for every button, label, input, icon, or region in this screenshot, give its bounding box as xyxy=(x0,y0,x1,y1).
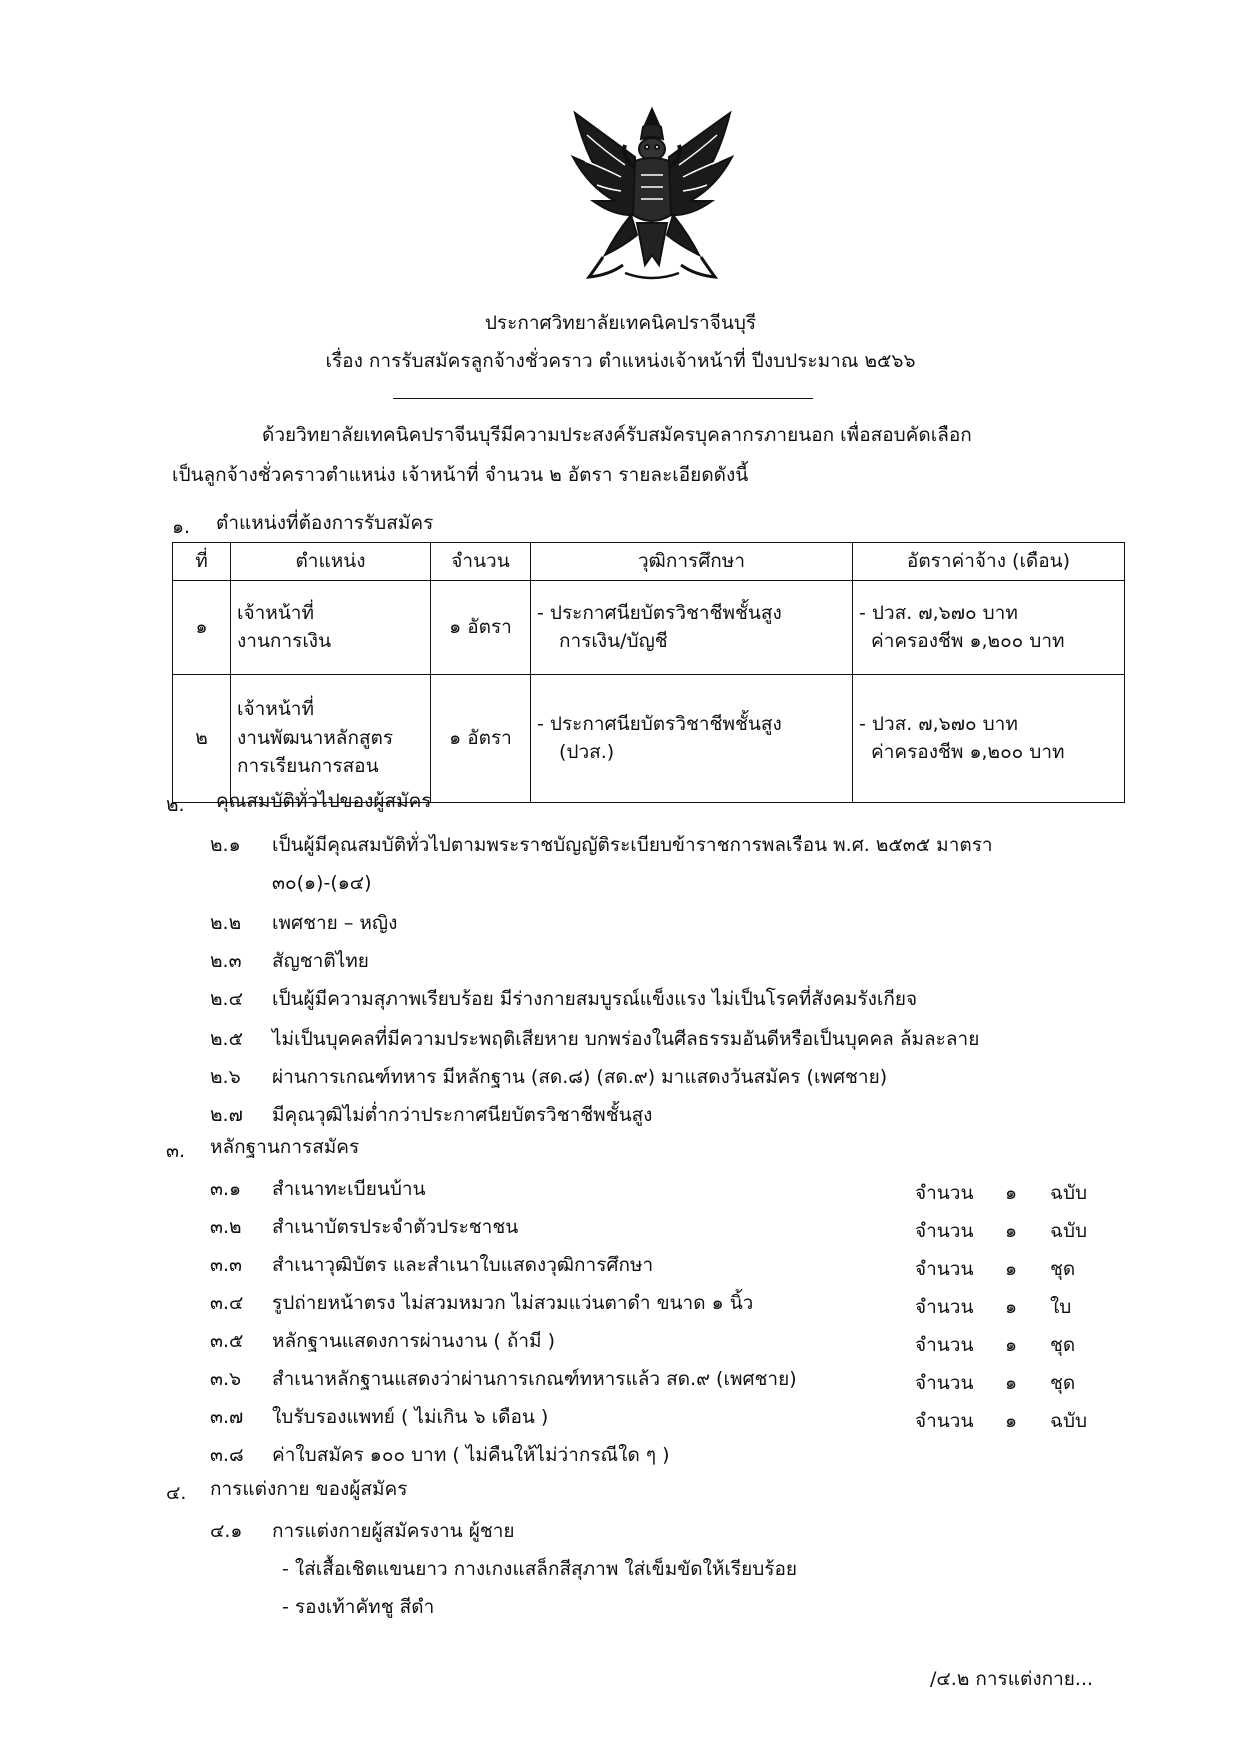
item-number: ๓.๕ xyxy=(210,1330,244,1352)
wage-line: - ปวส. ๗,๖๗๐ บาท xyxy=(859,601,1018,624)
row-qualification xyxy=(531,674,853,802)
qualification-item-continuation: ๓๐(๑)-(๑๔) xyxy=(272,872,372,894)
qty-unit: ชุด xyxy=(1050,1334,1076,1356)
qty-value: ๑ xyxy=(1005,1334,1018,1356)
qualification-item: ไม่เป็นบุคคลที่มีความประพฤติเสียหาย บกพร่องในศีลธรรมอันดีหรือเป็นบุคคล ล้มละลาย xyxy=(272,1028,980,1050)
row-position xyxy=(231,674,431,802)
row-count: ๑ อัตรา xyxy=(431,674,531,802)
qualification-item: เป็นผู้มีคุณสมบัติทั่วไปตามพระราชบัญญัติระเบียบข้าราชการพลเรือน พ.ศ. ๒๕๓๕ มาตรา xyxy=(272,834,993,856)
qty-label: จำนวน xyxy=(915,1410,974,1432)
qty-unit: ชุด xyxy=(1050,1372,1076,1394)
row-count: ๑ อัตรา xyxy=(431,580,531,674)
row-no: ๒ xyxy=(173,674,231,802)
qty-value: ๑ xyxy=(1005,1258,1018,1280)
wage-line: ค่าครองชีพ ๑,๒๐๐ บาท xyxy=(871,741,1065,763)
qty-value: ๑ xyxy=(1005,1182,1018,1204)
qty-label: จำนวน xyxy=(915,1220,974,1242)
announcement-title: ประกาศวิทยาลัยเทคนิคปราจีนบุรี xyxy=(484,312,757,334)
qualification-line: - ประกาศนียบัตรวิชาชีพชั้นสูง xyxy=(537,712,782,735)
item-number: ๓.๒ xyxy=(210,1216,242,1238)
section-4-number: ๔. xyxy=(166,1482,187,1504)
item-number: ๓.๘ xyxy=(210,1444,244,1466)
qty-label: จำนวน xyxy=(915,1258,974,1280)
dress-code-line: - รองเท้าคัทชู สีดำ xyxy=(282,1596,435,1618)
row-position xyxy=(231,580,431,674)
item-number: ๒.๗ xyxy=(210,1104,243,1126)
wage-line: ค่าครองชีพ ๑,๒๐๐ บาท xyxy=(871,630,1065,652)
item-number: ๓.๑ xyxy=(210,1178,242,1200)
qualification-item: เพศชาย – หญิง xyxy=(272,912,398,934)
qty-value: ๑ xyxy=(1005,1372,1018,1394)
item-number: ๒.๔ xyxy=(210,988,243,1010)
qualification-line: การเงิน/บัญชี xyxy=(559,630,668,652)
intro-line-1: ด้วยวิทยาลัยเทคนิคปราจีนบุรีมีความประสงค์รับสมัครบุคลากรภายนอก เพื่อสอบคัดเลือก xyxy=(262,424,972,446)
document-item: สำเนาทะเบียนบ้าน xyxy=(272,1178,426,1200)
qualification-line: - ประกาศนียบัตรวิชาชีพชั้นสูง xyxy=(537,601,782,624)
item-number: ๒.๒ xyxy=(210,912,242,934)
qty-value: ๑ xyxy=(1005,1220,1018,1242)
positions-table xyxy=(172,542,1125,803)
qty-unit: ฉบับ xyxy=(1050,1410,1088,1432)
document-item: สำเนาหลักฐานแสดงว่าผ่านการเกณฑ์ทหารแล้ว สด.๙ (เพศชาย) xyxy=(272,1368,797,1390)
qualification-item: สัญชาติไทย xyxy=(272,950,369,972)
item-number: ๒.๖ xyxy=(210,1066,241,1088)
position-line: งานการเงิน xyxy=(237,630,332,652)
item-number: ๓.๖ xyxy=(210,1368,242,1390)
item-number: ๓.๔ xyxy=(210,1292,244,1314)
page-continuation: /๔.๒ การแต่งกาย... xyxy=(930,1668,1094,1690)
header-no: ที่ xyxy=(173,543,231,581)
document-item: รูปถ่ายหน้าตรง ไม่สวมหมวก ไม่สวมแว่นตาดำ ขนาด ๑ นิ้ว xyxy=(272,1292,754,1314)
title-divider xyxy=(393,398,813,399)
position-line: การเรียนการสอน xyxy=(237,755,379,778)
item-number: ๒.๕ xyxy=(210,1028,243,1050)
item-number: ๓.๗ xyxy=(210,1406,244,1428)
item-number: ๓.๓ xyxy=(210,1254,243,1276)
dress-code-subheading: การแต่งกายผู้สมัครงาน ผู้ชาย xyxy=(272,1520,515,1542)
section-3-number: ๓. xyxy=(166,1140,186,1162)
qty-value: ๑ xyxy=(1005,1296,1018,1318)
qty-unit: ชุด xyxy=(1050,1258,1076,1280)
qty-unit: ฉบับ xyxy=(1050,1220,1088,1242)
qualification-line: (ปวส.) xyxy=(559,741,615,763)
document-item: หลักฐานแสดงการผ่านงาน ( ถ้ามี ) xyxy=(272,1330,556,1352)
qualification-item: มีคุณวุฒิไม่ต่ำกว่าประกาศนียบัตรวิชาชีพชั้นสูง xyxy=(272,1104,653,1126)
announcement-subject: เรื่อง การรับสมัครลูกจ้างชั่วคราว ตำแหน่งเจ้าหน้าที่ ปีงบประมาณ ๒๕๖๖ xyxy=(325,350,916,372)
table-row xyxy=(173,580,1125,674)
table-header-row xyxy=(173,543,1125,581)
qty-label: จำนวน xyxy=(915,1372,974,1394)
section-1-number: ๑. xyxy=(172,516,191,538)
qualification-item: ผ่านการเกณฑ์ทหาร มีหลักฐาน (สด.๘) (สด.๙) มาแสดงวันสมัคร (เพศชาย) xyxy=(272,1066,888,1088)
section-2-heading: คุณสมบัติทั่วไปของผู้สมัคร xyxy=(216,790,432,812)
qty-value: ๑ xyxy=(1005,1410,1018,1432)
qty-label: จำนวน xyxy=(915,1296,974,1318)
qty-label: จำนวน xyxy=(915,1334,974,1356)
qualification-item: เป็นผู้มีความสุภาพเรียบร้อย มีร่างกายสมบูรณ์แข็งแรง ไม่เป็นโรคที่สังคมรังเกียจ xyxy=(272,988,918,1010)
qty-unit: ฉบับ xyxy=(1050,1182,1088,1204)
qty-unit: ใบ xyxy=(1050,1296,1072,1318)
position-line: เจ้าหน้าที่ xyxy=(237,698,315,721)
position-line: เจ้าหน้าที่ xyxy=(237,601,315,624)
document-item: สำเนาบัตรประจำตัวประชาชน xyxy=(272,1216,519,1238)
row-qualification xyxy=(531,580,853,674)
dress-code-line: - ใส่เสื้อเชิตแขนยาว กางเกงแสล็กสีสุภาพ ใส่เข็มขัดให้เรียบร้อย xyxy=(282,1558,798,1580)
document-item: สำเนาวุฒิบัตร และสำเนาใบแสดงวุฒิการศึกษา xyxy=(272,1254,654,1276)
document-item: ค่าใบสมัคร ๑๐๐ บาท ( ไม่คืนให้ไม่ว่ากรณีใด ๆ ) xyxy=(272,1444,670,1466)
section-3-heading: หลักฐานการสมัคร xyxy=(210,1136,360,1158)
table-row xyxy=(173,674,1125,802)
row-no: ๑ xyxy=(173,580,231,674)
section-1-heading: ตำแหน่งที่ต้องการรับสมัคร xyxy=(216,512,434,534)
header-wage: อัตราค่าจ้าง (เดือน) xyxy=(853,543,1125,581)
section-4-heading: การแต่งกาย ของผู้สมัคร xyxy=(210,1478,408,1500)
intro-line-2: เป็นลูกจ้างชั่วคราวตำแหน่ง เจ้าหน้าที่ จำนวน ๒ อัตรา รายละเอียดดังนี้ xyxy=(172,464,749,486)
row-wage xyxy=(853,580,1125,674)
header-qualification: วุฒิการศึกษา xyxy=(531,543,853,581)
section-2-number: ๒. xyxy=(166,794,185,816)
row-wage xyxy=(853,674,1125,802)
header-position: ตำแหน่ง xyxy=(231,543,431,581)
item-number: ๔.๑ xyxy=(210,1520,243,1542)
header-count: จำนวน xyxy=(431,543,531,581)
garuda-emblem-icon xyxy=(565,105,740,285)
item-number: ๒.๑ xyxy=(210,834,241,856)
item-number: ๒.๓ xyxy=(210,950,242,972)
wage-line: - ปวส. ๗,๖๗๐ บาท xyxy=(859,712,1018,735)
position-line: งานพัฒนาหลักสูตร xyxy=(237,726,394,749)
document-item: ใบรับรองแพทย์ ( ไม่เกิน ๖ เดือน ) xyxy=(272,1406,549,1428)
qty-label: จำนวน xyxy=(915,1182,974,1204)
